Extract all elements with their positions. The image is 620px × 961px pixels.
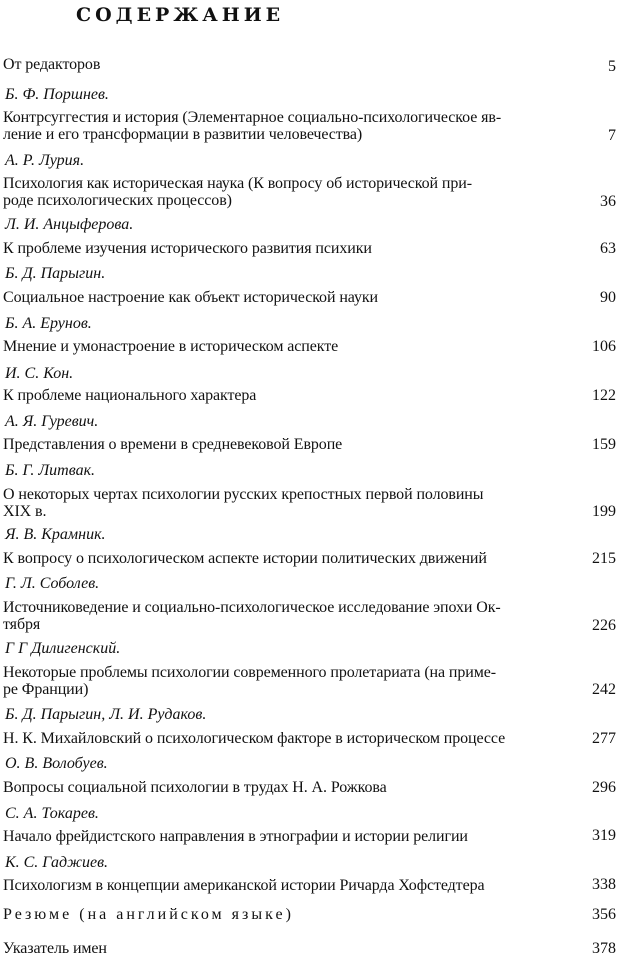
entry-page-number: 5 bbox=[608, 58, 616, 75]
entry-page-number: 36 bbox=[600, 193, 616, 210]
entry-author: Л. И. Анцыферова. bbox=[5, 216, 134, 233]
entry-page-number: 296 bbox=[592, 779, 616, 796]
entry-page-number: 199 bbox=[592, 503, 616, 520]
entry-author: Г. Л. Соболев. bbox=[5, 575, 100, 592]
entry-page-number: 277 bbox=[592, 730, 616, 747]
entry-page-number: 242 bbox=[592, 681, 616, 698]
entry-author: С. А. Токарев. bbox=[5, 805, 99, 822]
entry-page-number: 7 bbox=[608, 127, 616, 144]
entry-author: О. В. Волобуев. bbox=[5, 755, 108, 772]
entry-title: Указатель имен bbox=[3, 940, 107, 957]
entry-title: Н. К. Михайловский о психологическом факторе в историческом процессе bbox=[3, 730, 506, 747]
entry-author: И. С. Кон. bbox=[5, 365, 74, 382]
entry-title: К проблеме изучения исторического развития психики bbox=[3, 240, 372, 257]
entry-page-number: 106 bbox=[592, 338, 616, 355]
entry-title: Представления о времени в средневековой Европе bbox=[3, 436, 343, 453]
entry-page-number: 356 bbox=[592, 906, 616, 923]
entry-author: Б. А. Ерунов. bbox=[5, 315, 92, 332]
entry-title: Некоторые проблемы психологии современного пролетариата (на приме- ре Франции) bbox=[3, 664, 496, 698]
entry-author: Б. Д. Парыгин, Л. И. Рудаков. bbox=[5, 706, 207, 723]
entry-title: Резюме (на английском языке) bbox=[3, 906, 294, 923]
entry-page-number: 319 bbox=[592, 827, 616, 844]
entry-page-number: 63 bbox=[600, 240, 616, 257]
entry-page-number: 215 bbox=[592, 550, 616, 567]
entry-title: О некоторых чертах психологии русских крепостных первой половины XIX в. bbox=[3, 486, 484, 520]
entry-page-number: 378 bbox=[592, 940, 616, 957]
entry-title: Источниковедение и социально-психологическое исследование эпохи Ок- тября bbox=[3, 599, 501, 633]
entry-title: Начало фрейдистского направления в этнографии и истории религии bbox=[3, 828, 468, 845]
entry-title: Психологизм в концепции американской истории Ричарда Хофстедтера bbox=[3, 877, 485, 894]
entry-page-number: 90 bbox=[600, 289, 616, 306]
entry-author: Б. Д. Парыгин. bbox=[5, 265, 106, 282]
entry-author: Я. В. Крамник. bbox=[5, 526, 106, 543]
entry-page-number: 159 bbox=[592, 436, 616, 453]
entry-title: От редакторов bbox=[3, 56, 101, 73]
entry-title: Социальное настроение как объект исторической науки bbox=[3, 289, 379, 306]
entry-author: Б. Г. Литвак. bbox=[5, 462, 96, 479]
entry-title: Психология как историческая наука (К вопросу об исторической при- роде психологических процессов) bbox=[3, 175, 472, 209]
entry-page-number: 338 bbox=[592, 876, 616, 893]
entry-page-number: 122 bbox=[592, 387, 616, 404]
entry-author: А. Р. Лурия. bbox=[5, 152, 85, 169]
entry-page-number: 226 bbox=[592, 617, 616, 634]
page-title: СОДЕРЖАНИЕ bbox=[76, 4, 285, 26]
entry-author: А. Я. Гуревич. bbox=[5, 413, 99, 430]
entry-author: К. С. Гаджиев. bbox=[5, 854, 109, 871]
entry-title: Мнение и умонастроение в историческом аспекте bbox=[3, 338, 339, 355]
entry-title: К вопросу о психологическом аспекте истории политических движений bbox=[3, 550, 487, 567]
entry-title: Контрсуггестия и история (Элементарное социально-психологическое яв- ление и его трансформации в развитии человечества) bbox=[3, 109, 502, 143]
entry-title: Вопросы социальной психологии в трудах Н. А. Рожкова bbox=[3, 779, 387, 796]
entry-title: К проблеме национального характера bbox=[3, 387, 257, 404]
entry-author: Г Г Дилигенский. bbox=[5, 640, 121, 657]
entry-author: Б. Ф. Поршнев. bbox=[5, 86, 109, 103]
